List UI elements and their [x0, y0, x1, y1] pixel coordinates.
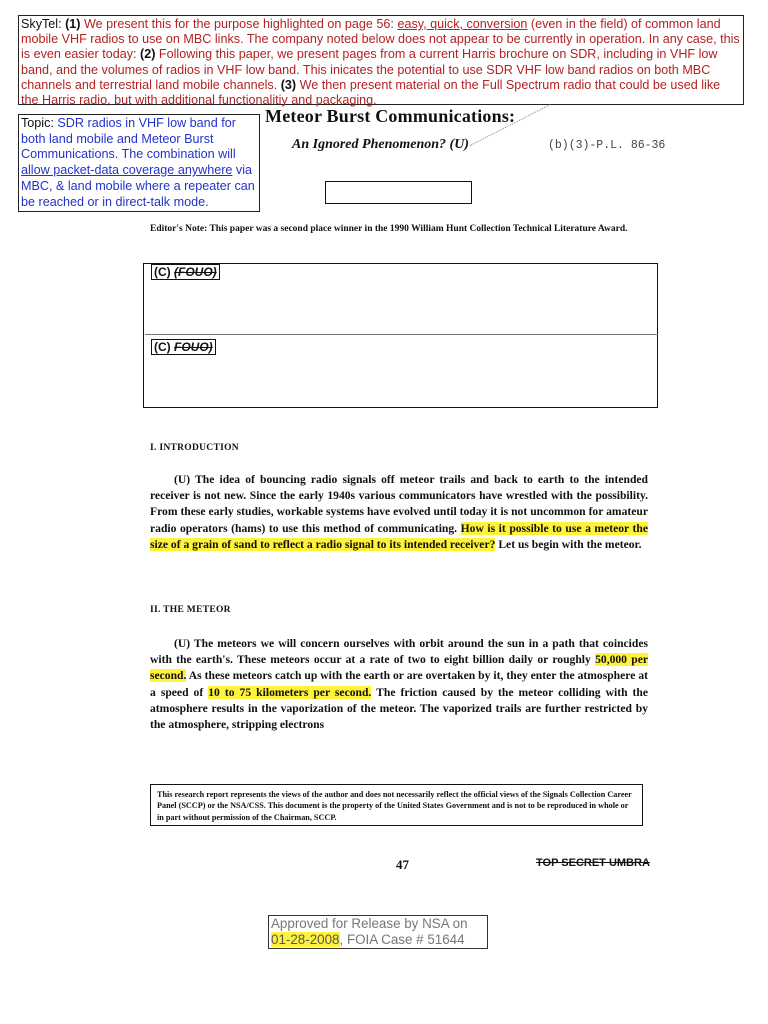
meteor-highlight-rate: 50,000 per second. [150, 653, 648, 683]
redaction-box-author [325, 181, 472, 204]
topic-link-packet-data[interactable]: allow packet-data coverage anywhere [21, 163, 233, 178]
topic-text-1: SDR radios in VHF low band for both land mobile and Meteor Burst Communications. The combination will [21, 116, 236, 162]
skytel-marker-1: (1) [65, 17, 81, 31]
topic-note-box [18, 114, 260, 212]
approval-stamp [268, 915, 488, 949]
exemption-mark: (b)(3)-P.L. 86-36 [548, 139, 666, 152]
portion-mark-2 [151, 339, 216, 355]
footer-classification: TOP SECRET UMBRA [536, 857, 650, 869]
skytel-text-3: We then present material on the Full Spectrum radio that could be used like the Harris radio, but with additional functionalitiy and packaging. [21, 77, 721, 108]
portion-mark-2-c: (C) [154, 340, 171, 354]
topic-prefix: Topic: [21, 116, 54, 130]
skytel-text-1b: (even in the field) of common land mobile VHF radios to use on MBC links. The company noted below does not appear to be currently in operation. In any case, this is even easier today: [21, 17, 740, 62]
intro-text-b: Let us begin with the meteor. [498, 537, 642, 551]
section-heading-introduction: I. INTRODUCTION [150, 443, 239, 453]
skytel-text-1a: We present this for the purpose highlighted on page 56: [84, 17, 394, 31]
section-heading-meteor: II. THE METEOR [150, 605, 231, 615]
page-number: 47 [396, 857, 409, 872]
skytel-marker-2: (2) [140, 47, 156, 62]
approval-date: 01-28-2008 [271, 932, 340, 947]
portion-mark-1-fouo: (FOUO) [174, 265, 217, 279]
skytel-marker-3: (3) [280, 77, 297, 92]
skytel-prefix: SkyTel: [21, 17, 62, 31]
approval-foia-case: , FOIA Case # 51644 [339, 932, 465, 947]
paragraph-meteor [150, 636, 648, 733]
portion-mark-2-fouo: FOUO) [174, 340, 213, 354]
approval-line-2 [271, 932, 485, 948]
topic-text-2: via MBC, & land mobile where a repeater can be reached or in direct-talk mode. [21, 163, 255, 209]
document-subtitle: An Ignored Phenomenon? (U) [292, 137, 469, 152]
portion-mark-1 [151, 264, 220, 280]
meteor-text-c: The friction caused by the meteor colliding with the atmosphere results in the vaporization of the meteor. The vaporized trails are further restricted by the atmosphere, stripping electrons [150, 685, 648, 732]
document-title: Meteor Burst Communications: [265, 106, 516, 126]
intro-highlight-question: How is it possible to use a meteor the size of a grain of sand to reflect a radio signal to its intended receiver? [150, 521, 648, 551]
skytel-text-2: Following this paper, we present pages from a current Harris brochure on SDR, including in VHF low band, and the volumes of radios in VHF low band. This inicates the potential to use SDR VHF low band radios on both MBC channels and terrestrial land mobile channels. [21, 47, 718, 92]
meteor-text-b: As these meteors catch up with the earth or are overtaken by it, they enter the atmosphere at a speed of [150, 669, 648, 699]
meteor-text-a: (U) The meteors we will concern ourselves with orbit around the sun in a path that coincides with the earth's. These meteors occur at a rate of two to eight billion daily or roughly [150, 637, 648, 667]
paragraph-introduction [150, 472, 648, 553]
redaction-divider [145, 334, 658, 335]
skytel-link-easy-conversion[interactable]: easy, quick, conversion [397, 17, 528, 31]
intro-text-a: (U) The idea of bouncing radio signals off meteor trails and back to earth to the intended receiver is not new. Since the early 1940s various communicators have wrestled with the possibility. From these early studies, workable systems have evolved until today it is not uncommon for amateur radio operators (hams) to use this method of communicating. [150, 473, 648, 535]
redaction-box-abstract [143, 263, 658, 408]
meteor-highlight-speed: 10 to 75 kilometers per second. [208, 685, 372, 699]
disclaimer-box: This research report represents the views of the author and does not necessarily reflect the official views of the Signals Collection Career Panel (SCCP) or the NSA/CSS. This document is the property of the United States Government and is not to be reproduced in whole or in part without permission of the Chairman, SCCP. [150, 784, 643, 826]
portion-mark-1-c: (C) [154, 265, 171, 279]
approval-line-1: Approved for Release by NSA on [271, 916, 468, 931]
editor-note: Editor's Note: This paper was a second place winner in the 1990 William Hunt Collection Technical Literature Award. [150, 224, 628, 234]
skytel-note-box [18, 15, 744, 108]
